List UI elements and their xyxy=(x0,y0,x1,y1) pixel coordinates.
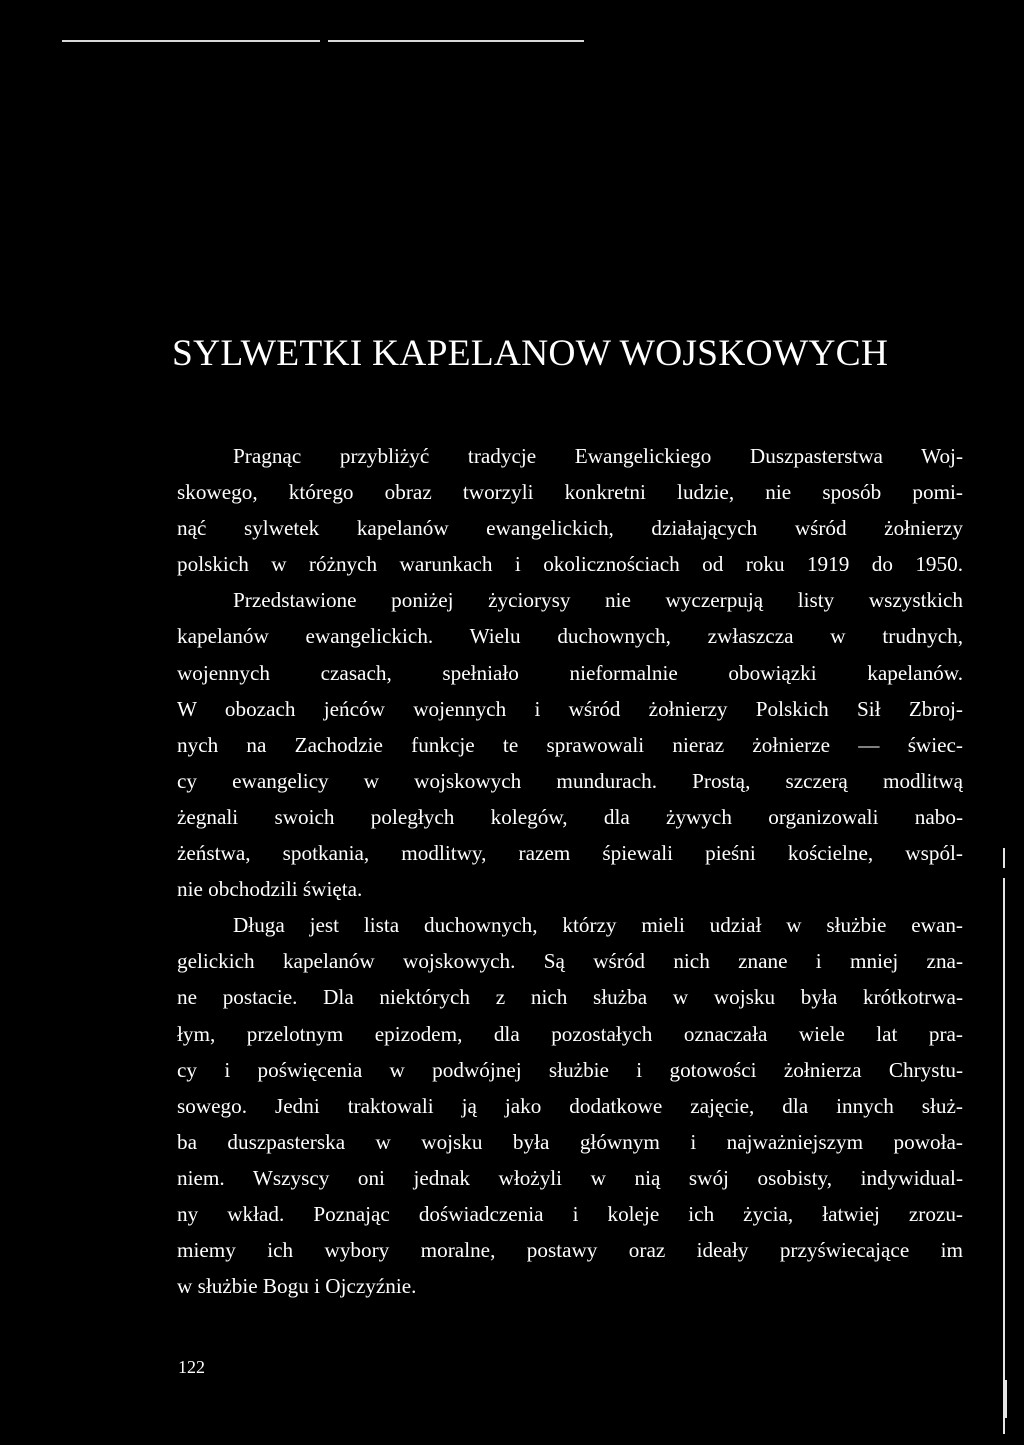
text-line: nie obchodzili święta. xyxy=(177,877,363,902)
text-line: żeństwa, spotkania, modlitwy, razem śpiewali pieśni kościelne, wspól- xyxy=(177,841,963,866)
text-line: Przedstawione poniżej życiorysy nie wyczerpują listy wszystkich xyxy=(233,588,963,613)
text-line: cy i poświęcenia w podwójnej służbie i gotowości żołnierza Chrystu- xyxy=(177,1057,963,1082)
text-line: cy ewangelicy w wojskowych mundurach. Prostą, szczerą modlitwą xyxy=(177,768,963,793)
text-line: ny wkład. Poznając doświadczenia i koleje ich życia, łatwiej zrozu- xyxy=(177,1201,963,1226)
text-line: W obozach jeńców wojennych i wśród żołnierzy Polskich Sił Zbroj- xyxy=(177,696,963,721)
text-line: polskich w różnych warunkach i okolicznościach od roku 1919 do 1950. xyxy=(177,552,963,577)
text-line: Długa jest lista duchownych, którzy mieli udział w służbie ewan- xyxy=(233,913,963,938)
text-line: niem. Wszyscy oni jednak włożyli w nią swój osobisty, indywidual- xyxy=(177,1165,963,1190)
text-line: nąć sylwetek kapelanów ewangelickich, działających wśród żołnierzy xyxy=(177,516,963,541)
text-line: wojennych czasach, spełniało nieformalnie obowiązki kapelanów. xyxy=(177,660,963,685)
text-line: Pragnąc przybliżyć tradycje Ewangelickiego Duszpasterstwa Woj- xyxy=(233,444,963,468)
text-line: sowego. Jedni traktowali ją jako dodatkowe zajęcie, dla innych służ- xyxy=(177,1093,963,1118)
text-line: miemy ich wybory moralne, postawy oraz ideały przyświecające im xyxy=(177,1238,963,1263)
right-edge-rule xyxy=(1003,878,1005,1434)
text-line: nych na Zachodzie funkcje te sprawowali nieraz żołnierze — świec- xyxy=(177,732,963,757)
text-line: żegnali swoich poległych kolegów, dla żywych organizowali nabo- xyxy=(177,804,963,829)
right-edge-rule xyxy=(1003,848,1005,868)
text-line: łym, przelotnym epizodem, dla pozostałych oznaczała wiele lat pra- xyxy=(177,1021,963,1046)
top-rule-gap xyxy=(320,40,328,42)
page-number: 122 xyxy=(178,1357,205,1377)
right-edge-rule xyxy=(1004,1380,1007,1418)
text-line: kapelanów ewangelickich. Wielu duchownych, zwłaszcza w trudnych, xyxy=(177,624,963,649)
body-text xyxy=(177,438,963,1304)
page-title: SYLWETKI KAPELANOW WOJSKOWYCH xyxy=(172,333,889,374)
text-line: ba duszpasterska w wojsku była głównym i najważniejszym powoła- xyxy=(177,1129,963,1154)
text-line: skowego, którego obraz tworzyli konkretni ludzie, nie sposób pomi- xyxy=(177,480,963,505)
text-line: w służbie Bogu i Ojczyźnie. xyxy=(177,1274,417,1299)
text-line: ne postacie. Dla niektórych z nich służba w wojsku była krótkotrwa- xyxy=(177,985,963,1010)
text-line: gelickich kapelanów wojskowych. Są wśród nich znane i mniej zna- xyxy=(177,949,963,974)
